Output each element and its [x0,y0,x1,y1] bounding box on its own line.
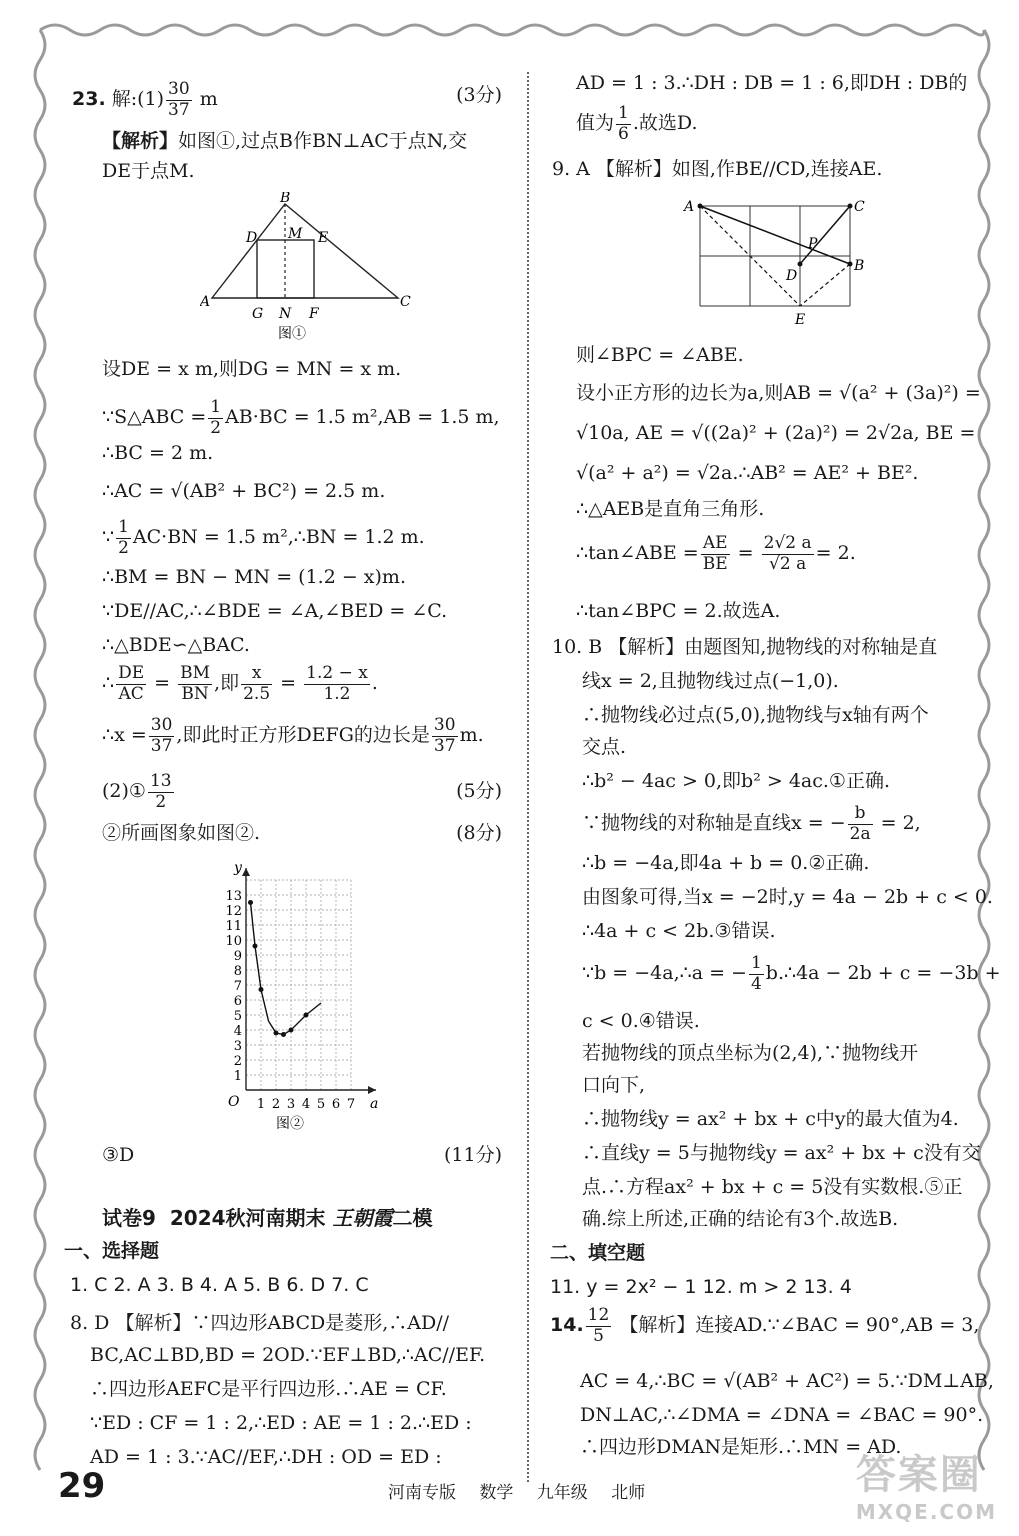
fig2-caption: 图② [276,1116,304,1132]
origin-label: O [228,1094,240,1110]
q10-line7: ∴b = −4a,即4a + b = 0.②正确. [582,852,870,874]
section-fill: 二、填空题 [550,1242,646,1264]
q23-fraction-30-37: $\frac{30}{37}$ [168,79,190,120]
y-tick-label: 10 [225,934,242,949]
section-choice: 一、选择题 [64,1240,160,1262]
y-tick-label: 8 [233,964,242,979]
curve-point [259,987,264,992]
fig1-caption: 图① [278,326,306,342]
q10-line10: ∵b = −4a,∴a = − $\frac{1}{4}$ b.∴4a − 2b + c = −3b + [582,953,1001,994]
fig1-label-a: A [200,294,211,310]
q10-line11: c < 0.④错误. [582,1010,700,1032]
fig1-label-c: C [400,294,411,310]
curve-point [289,1028,294,1033]
score-8: (8分) [456,822,502,844]
fig3-label-e: E [795,312,806,328]
q23-line1 [72,80,218,120]
brand-logo: 王朝霞 [332,1206,393,1230]
q23-parallel: ∵DE//AC,∴∠BDE = ∠A,∠BED = ∠C. [102,600,448,622]
q23-unit: m [199,88,218,111]
fig1-label-m: M [288,226,303,242]
figure-2-graph [222,860,392,1132]
x-tick-label: 7 [346,1097,356,1112]
q23-set-de: 设DE = x m,则DG = MN = x m. [102,358,402,380]
point [698,204,703,209]
y-tick-label: 5 [233,1009,242,1024]
fig1-label-b: B [280,192,291,206]
q9-tan: ∴tan∠ABE = $\frac{AE}{BE}$ = $\frac{2√2 a}{√2 a}$ = 2. [576,533,856,574]
fig1-label-e: E [318,230,329,246]
q9-line2: 设小正方形的边长为a,则AB = √(a² + (3a)²) = [576,382,981,404]
y-tick-label: 3 [233,1039,242,1054]
y-tick-label: 2 [233,1054,242,1069]
fig3-label-b: B [854,258,865,274]
q14-line2: DN⊥AC,∴∠DMA = ∠DNA = ∠BAC = 90°. [580,1404,984,1426]
score-3: (3分) [456,84,502,106]
curve-point [281,1032,286,1037]
curve-point [304,1013,309,1018]
q23-part3: ③D [102,1144,135,1166]
point [798,262,803,267]
q8-line4: ∵ED : CF = 1 : 2,∴ED : AE = 1 : 2.∴ED : [90,1412,472,1434]
y-tick-label: 1 [233,1069,242,1084]
page-number: 29 [58,1466,106,1506]
fig3-label-a: A [684,199,695,215]
q23-ac: ∴AC = √(AB² + BC²) = 2.5 m. [102,480,386,502]
q23-analysis-line2: DE于点M. [102,160,195,182]
y-tick-label: 7 [233,979,242,994]
q23-bm: ∴BM = BN − MN = (1.2 − x)m. [102,566,406,588]
y-tick-label: 9 [233,949,242,964]
curve-point [253,944,258,949]
triangle-abc [212,204,398,298]
q10-line17: 确.综上所述,正确的结论有3个.故选B. [582,1208,899,1230]
q10-line15: ∴直线y = 5与抛物线y = ax² + bx + c没有交 [582,1142,981,1164]
q9-line1: 则∠BPC = ∠ABE. [576,344,744,366]
point [848,262,853,267]
fig3-label-d: D [786,268,798,284]
fig1-label-d: D [246,230,258,246]
score-5: (5分) [456,780,502,802]
q9-conclusion: ∴tan∠BPC = 2.故选A. [576,600,781,622]
q8-line1: 8. D 【解析】∵四边形ABCD是菱形,∴AD// [70,1312,450,1334]
score-11: (11分) [443,1144,502,1166]
q23-number: 23. [72,88,106,111]
q10-line3: ∴抛物线必过点(5,0),抛物线与x轴有两个 [582,704,929,726]
q10-line6: ∵抛物线的对称轴是直线x = − $\frac{b}{2a}$ = 2, [582,803,921,844]
fig1-label-f: F [309,306,319,322]
q8-cont-line2: 值为 $\frac{1}{6}$ .故选D. [576,103,698,144]
q10-line8: 由图象可得,当x = −2时,y = 4a − 2b + c < 0. [582,886,993,908]
y-axis-label: y [234,860,242,876]
q10-line16: 点.∴方程ax² + bx + c = 5没有实数根.⑤正 [582,1176,963,1198]
q23-part2: (2)① $\frac{13}{2}$ [102,771,172,812]
y-tick-label: 6 [233,994,242,1009]
q10-line5: ∴b² − 4ac > 0,即b² > 4ac.①正确. [582,770,890,792]
fig1-label-g: G [252,306,264,322]
choice-answers: 1. C 2. A 3. B 4. A 5. B 6. D 7. C [70,1274,369,1296]
y-tick-label: 4 [233,1024,242,1039]
figure-3-grid [678,194,878,334]
q23-area-line: ∵S△ABC = $\frac{1}{2}$ AB·BC = 1.5 m²,AB = 1.5 m, [102,397,500,438]
q8-line3: ∴四边形AEFC是平行四边形.∴AE = CF. [90,1378,447,1400]
y-tick-label: 12 [225,904,242,919]
segment-ab [700,206,850,264]
q23-similar: ∴△BDE∽△BAC. [102,634,250,656]
q23-bc: ∴BC = 2 m. [102,442,214,464]
y-arrow [242,868,250,876]
watermark [856,1443,997,1524]
segment-cd [800,206,850,264]
q23-analysis-line: 【解析】如图①,过点B作BN⊥AC于点N,交 [102,130,468,152]
point [848,204,853,209]
q9-line3: √10a, AE = √((2a)² + (2a)²) = 2√2a, BE = [576,422,976,444]
x-tick-label: 5 [316,1097,326,1112]
watermark-url: MXQE.COM [855,1500,997,1524]
watermark-logo: 答案圈 [855,1452,982,1498]
fig3-label-p: P [808,236,818,252]
q8-cont-line1: AD = 1 : 3.∴DH : DB = 1 : 6,即DH : DB的 [576,72,968,94]
q23-bn: ∵ $\frac{1}{2}$ AC·BN = 1.5 m²,∴BN = 1.2 m. [102,517,425,558]
footer-text: 河南专版 数学 九年级 北师 [388,1483,646,1503]
x-arrow [368,1086,376,1094]
x-tick-label: 3 [286,1097,296,1112]
q8-line2: BC,AC⊥BD,BD = 2OD.∵EF⊥BD,∴AC//EF. [90,1344,486,1366]
q10-line12: 若抛物线的顶点坐标为(2,4),∵抛物线开 [582,1042,919,1064]
curve-point [274,1031,279,1036]
q23-part1: 解:(1) [111,88,165,111]
q14-line1: AC = 4,∴BC = √(AB² + AC²) = 5.∵DM⊥AB, [580,1370,994,1392]
q8-line5: AD = 1 : 3.∵AC//EF,∴DH : OD = ED : [90,1446,442,1468]
x-tick-label: 1 [256,1097,266,1112]
q10-line9: ∴4a + c < 2b.③错误. [582,920,776,942]
q9-line5: ∴△AEB是直角三角形. [576,498,765,520]
y-tick-label: 11 [225,919,242,934]
x-tick-label: 6 [331,1097,341,1112]
x-axis-label: a [370,1096,379,1112]
q10-line4: 交点. [582,736,627,758]
q10-line1: 10. B 【解析】由题图知,抛物线的对称轴是直 [552,636,938,658]
figure-1-triangle [200,192,420,342]
page-footer [58,1466,646,1506]
q23-ratio: ∴ $\frac{DE}{AC}$ = $\frac{BM}{BN}$ ,即 $\frac{x}{2.5}$ = $\frac{1.2 - x}{1.2}$ . [102,663,378,704]
segment-be [800,264,850,306]
exam-9-title: 试卷9 2024秋河南期末 王朝霞二模 [102,1206,433,1230]
x-tick-label: 2 [271,1097,281,1112]
y-tick-label: 13 [225,889,242,904]
fill-answers: 11. y = 2x² − 1 12. m > 2 13. 4 [550,1276,852,1298]
q14-line3: ∴四边形DMAN是矩形.∴MN = AD. [580,1436,902,1458]
fig3-label-c: C [854,199,865,215]
q10-line13: 口向下, [582,1074,646,1096]
x-tick-label: 4 [301,1097,311,1112]
fig1-label-n: N [279,306,292,322]
curve-point [248,900,253,905]
q9-line4: √(a² + a²) = √2a.∴AB² = AE² + BE². [576,462,919,484]
q10-line14: ∴抛物线y = ax² + bx + c中y的最大值为4. [582,1108,959,1130]
q10-line2: 线x = 2,且抛物线过点(−1,0). [582,670,839,692]
q23-solution-x: ∴x = $\frac{30}{37}$ ,即此时正方形DEFG的边长是 $\frac{30}{37}$ m. [102,715,484,756]
q23-part2b: ②所画图象如图②. [102,822,261,844]
column-divider [527,72,529,1482]
q9-head: 9. A 【解析】如图,作BE//CD,连接AE. [552,158,883,180]
q14-head: 14. $\frac{12}{5}$ 【解析】连接AD.∵∠BAC = 90°,AB = 3, [550,1305,980,1346]
